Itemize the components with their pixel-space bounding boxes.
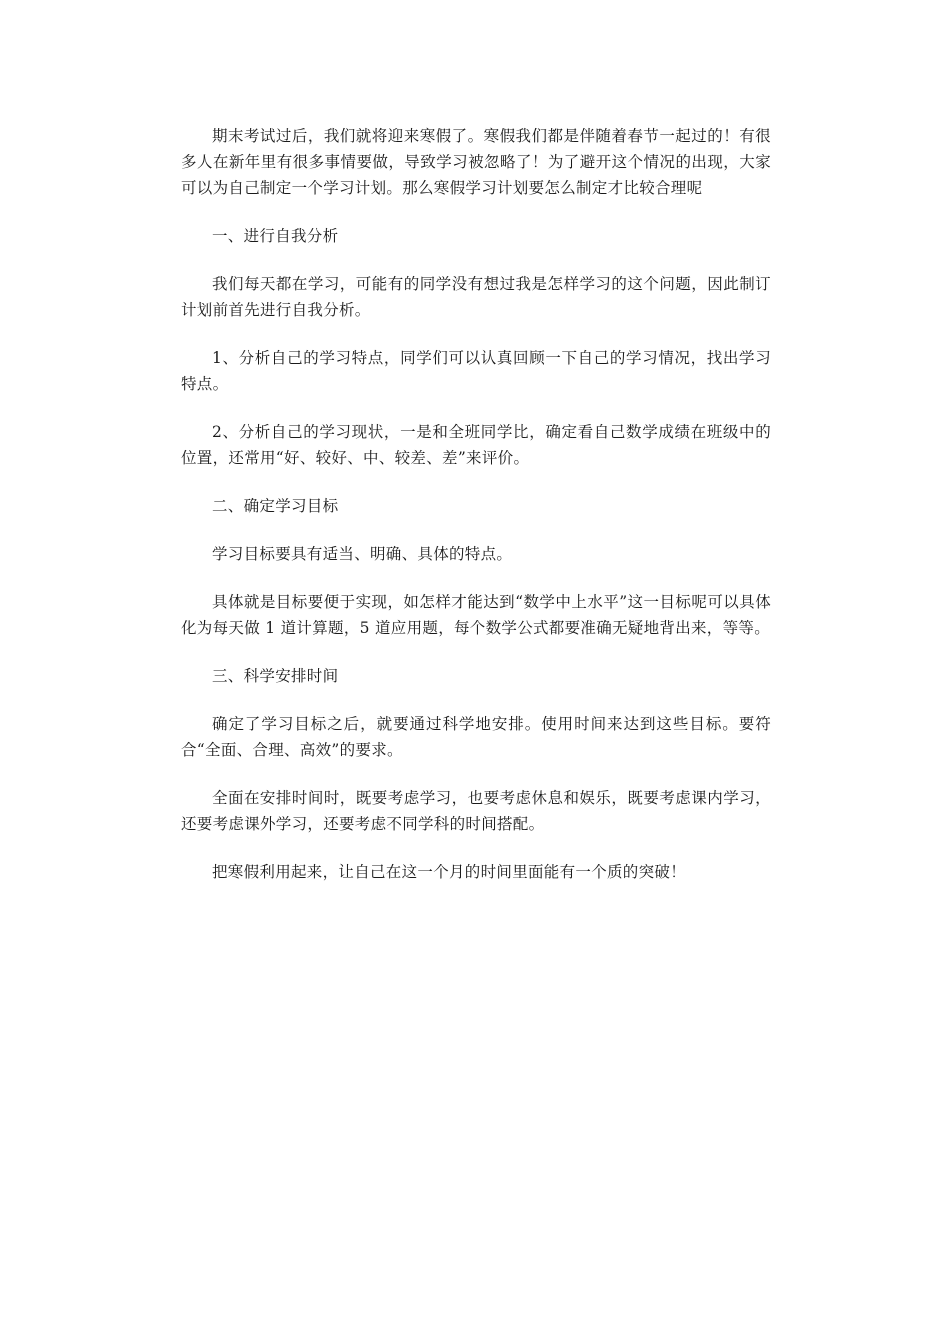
document-body [181,123,771,907]
goals-paragraph: 学习目标要具有适当、明确、具体的特点。 [212,545,513,563]
intro-paragraph: 期末考试过后，我们就将迎来寒假了。寒假我们都是伴随着春节一起过的！有很多人在新年里有很多事情要做，导致学习被忽略了！为了避开这个情况的出现，大家可以为自己制定一个学习计划。那么寒假学习计划要怎么制定才比较合理呢 [181,127,771,197]
analysis-point-1: 1、分析自己的学习特点，同学们可以认真回顾一下自己的学习情况，找出学习特点。 [181,349,771,393]
self-analysis-paragraph: 我们每天都在学习，可能有的同学没有想过我是怎样学习的这个问题，因此制订计划前首先进行自我分析。 [181,275,771,319]
time-paragraph: 确定了学习目标之后，就要通过科学地安排。使用时间来达到这些目标。要符合“全面、合理、高效”的要求。 [181,715,771,759]
closing-paragraph: 把寒假利用起来，让自己在这一个月的时间里面能有一个质的突破！ [212,863,687,881]
analysis-point-2: 2、分析自己的学习现状，一是和全班同学比，确定看自己数学成绩在班级中的位置，还常用“好、较好、中、较差、差”来评价。 [181,423,771,467]
section-heading-goals: 二、确定学习目标 [212,497,339,515]
section-heading-time: 三、科学安排时间 [212,667,339,685]
section-heading-self-analysis: 一、进行自我分析 [212,227,339,245]
time-detail-paragraph: 全面在安排时间时，既要考虑学习，也要考虑休息和娱乐，既要考虑课内学习，还要考虑课外学习，还要考虑不同学科的时间搭配。 [181,789,771,833]
goals-detail-paragraph: 具体就是目标要便于实现，如怎样才能达到“数学中上水平”这一目标呢可以具体化为每天做 1 道计算题，5 道应用题，每个数学公式都要准确无疑地背出来，等等。 [181,593,771,637]
